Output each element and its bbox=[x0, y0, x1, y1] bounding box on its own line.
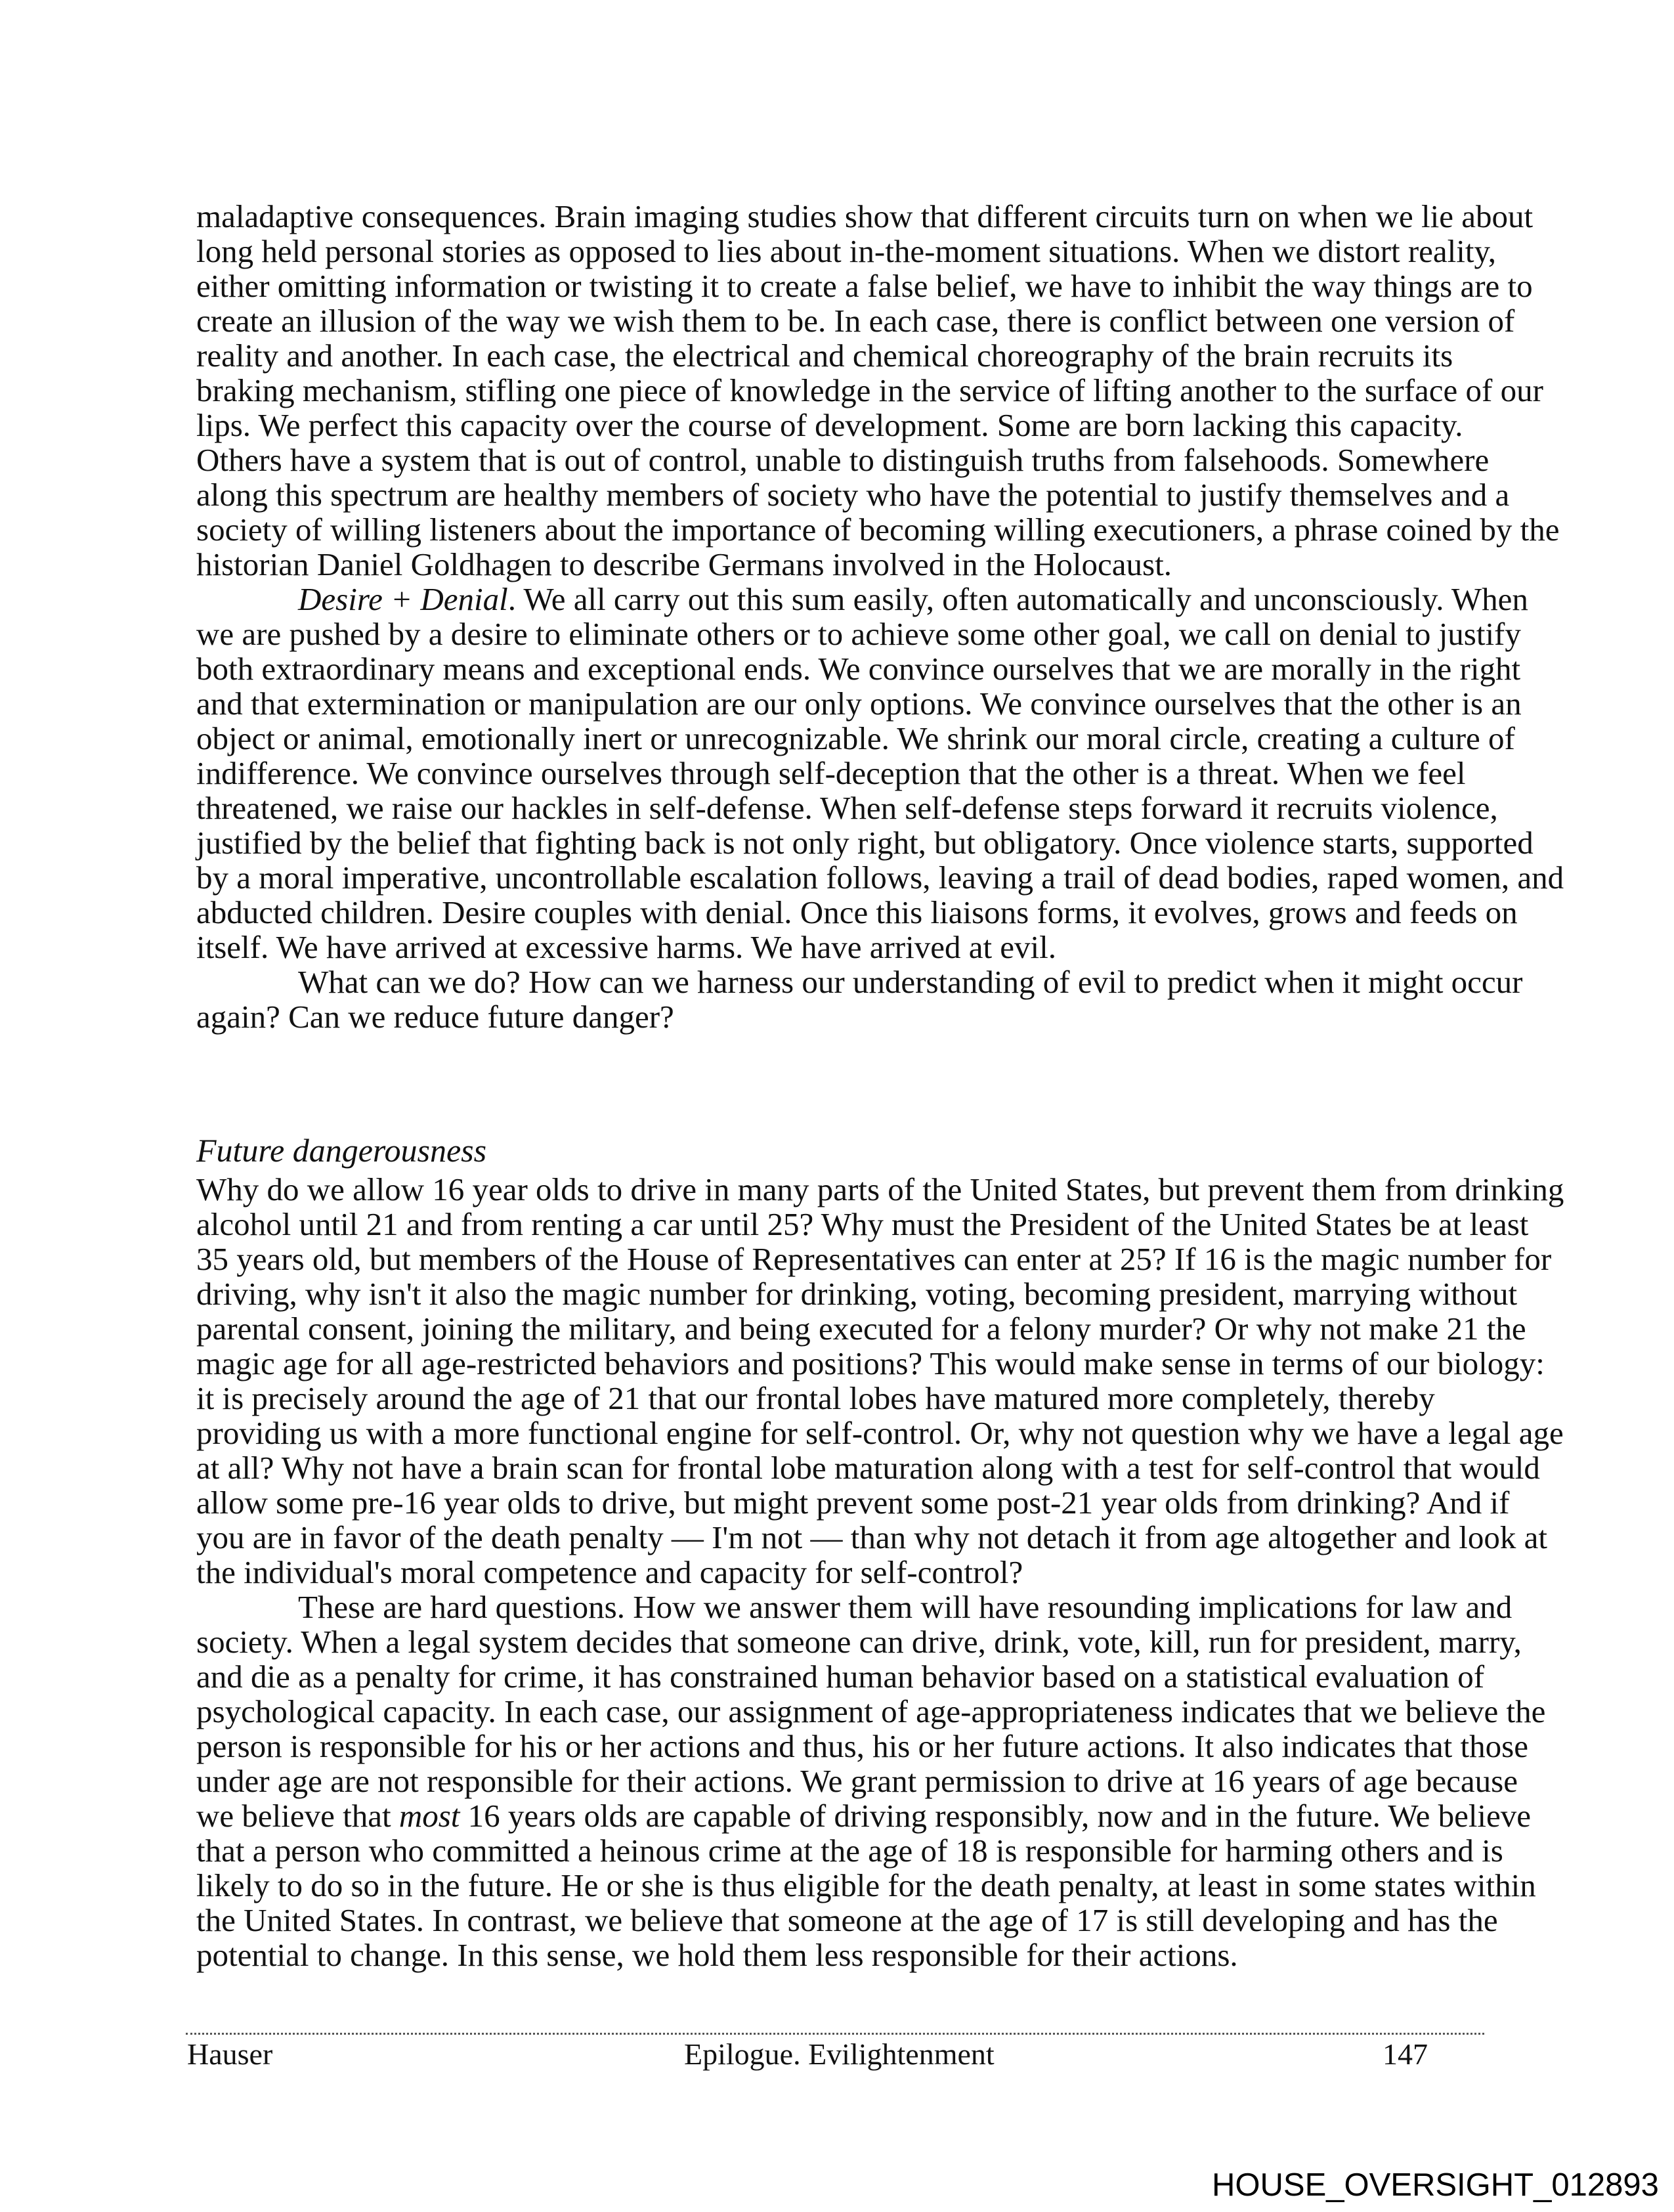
text-line bbox=[196, 511, 1560, 548]
text-line bbox=[196, 999, 1483, 1034]
text-run: and that extermination or manipulation are our only options. We convince ourselves that the other is an bbox=[196, 685, 1522, 722]
body-section-evil bbox=[196, 198, 1564, 1035]
text-run: the United States. In contrast, we believe that someone at the age of 17 is still developing and has the bbox=[196, 1902, 1498, 1938]
text-run: These are hard questions. How we answer them will have resounding implications for law and bbox=[298, 1589, 1513, 1625]
section-heading: Future dangerousness bbox=[196, 1132, 487, 1169]
text-line bbox=[196, 1728, 1528, 1764]
text-line bbox=[196, 1450, 1540, 1486]
text-run: justified by the belief that fighting back is not only right, but obligatory. Once violence starts, supported bbox=[196, 825, 1534, 861]
text-line bbox=[196, 303, 1515, 339]
body-section-future-dangerousness bbox=[196, 1171, 1564, 1973]
text-line bbox=[196, 547, 1483, 582]
text-run: long held personal stories as opposed to lies about in-the-moment situations. When we distort reality, bbox=[196, 233, 1497, 269]
text-line bbox=[196, 1798, 1532, 1834]
text-run: 16 years olds are capable of driving responsibly, now and in the future. We believe bbox=[460, 1798, 1532, 1834]
text-run: society of willing listeners about the importance of becoming willing executioners, a phrase coined by the bbox=[196, 511, 1560, 548]
text-line bbox=[196, 1206, 1529, 1242]
text-run: 35 years old, but members of the House of Representatives can enter at 25? If 16 is the magic number for bbox=[196, 1241, 1552, 1277]
text-run: parental consent, joining the military, and being executed for a felony murder? Or why not make 21 the bbox=[196, 1311, 1526, 1347]
text-line bbox=[196, 825, 1534, 861]
footer-chapter-title: Epilogue. Evilightenment bbox=[684, 2037, 995, 2071]
page-number: 147 bbox=[1383, 2037, 1428, 2071]
text-run: at all? Why not have a brain scan for frontal lobe maturation along with a test for self-control that would bbox=[196, 1450, 1540, 1486]
paragraph bbox=[196, 1589, 1546, 1973]
text-line bbox=[196, 233, 1497, 269]
text-run: and die as a penalty for crime, it has constrained human behavior based on a statistical evaluation of bbox=[196, 1659, 1485, 1695]
text-run: that a person who committed a heinous crime at the age of 18 is responsible for harming others and is bbox=[196, 1832, 1503, 1869]
text-run: providing us with a more functional engine for self-control. Or, why not question why we have a legal age bbox=[196, 1415, 1564, 1451]
text-line bbox=[196, 964, 1523, 1000]
text-run: we are pushed by a desire to eliminate others or to achieve some other goal, we call on denial to justify bbox=[196, 616, 1521, 652]
text-line bbox=[196, 372, 1543, 408]
text-run: along this spectrum are healthy members of society who have the potential to justify themselves and a bbox=[196, 477, 1510, 513]
bates-number: HOUSE_OVERSIGHT_012893 bbox=[1212, 2167, 1659, 2203]
text-run: magic age for all age-restricted behaviors and positions? This would make sense in terms of our biology: bbox=[196, 1345, 1545, 1381]
text-line bbox=[196, 1171, 1564, 1207]
text-line bbox=[196, 859, 1564, 896]
text-run: either omitting information or twisting it to create a false belief, we have to inhibit the way things are to bbox=[196, 268, 1533, 304]
text-run: it is precisely around the age of 21 that our frontal lobes have matured more completely, thereby bbox=[196, 1380, 1435, 1416]
text-run: braking mechanism, stifling one piece of knowledge in the service of lifting another to the surface of our bbox=[196, 372, 1543, 408]
text-line bbox=[196, 1519, 1548, 1555]
text-line bbox=[196, 685, 1522, 722]
text-run: we believe that bbox=[196, 1798, 399, 1834]
text-line bbox=[196, 1555, 1483, 1590]
footer-divider bbox=[186, 2033, 1484, 2035]
text-run: both extraordinary means and exceptional ends. We convince ourselves that we are morally in the right bbox=[196, 651, 1521, 687]
footer-author: Hauser bbox=[187, 2037, 273, 2071]
text-line bbox=[196, 930, 1483, 965]
text-run: psychological capacity. In each case, our assignment of age-appropriateness indicates that we believe the bbox=[196, 1693, 1546, 1729]
text-line bbox=[196, 1867, 1536, 1903]
text-run: society. When a legal system decides that someone can drive, drink, vote, kill, run for president, marry, bbox=[196, 1624, 1522, 1660]
text-line bbox=[196, 756, 1483, 791]
text-line bbox=[196, 338, 1483, 373]
text-run: historian Daniel Goldhagen to describe Germans involved in the Holocaust. bbox=[196, 546, 1172, 582]
text-run: abducted children. Desire couples with denial. Once this liaisons forms, it evolves, grows and feeds on bbox=[196, 894, 1518, 930]
text-line bbox=[196, 1381, 1483, 1416]
text-run: lips. We perfect this capacity over the course of development. Some are born lacking this capacity. bbox=[196, 407, 1463, 443]
paragraph bbox=[196, 198, 1560, 582]
text-line bbox=[196, 1485, 1510, 1521]
text-run: What can we do? How can we harness our understanding of evil to predict when it might occur bbox=[298, 964, 1523, 1000]
text-run: under age are not responsible for their actions. We grant permission to drive at 16 years of age because bbox=[196, 1763, 1518, 1799]
text-line bbox=[196, 720, 1515, 756]
italic-text-run: most bbox=[398, 1798, 460, 1834]
text-line bbox=[196, 1938, 1483, 1972]
text-line bbox=[196, 581, 1528, 617]
text-line bbox=[196, 651, 1521, 687]
text-run: indifference. We convince ourselves through self-deception that the other is a threat. When we feel bbox=[196, 755, 1466, 791]
text-run: person is responsible for his or her actions and thus, his or her future actions. It also indicates that those bbox=[196, 1728, 1528, 1764]
text-line bbox=[196, 442, 1490, 478]
text-run: threatened, we raise our hackles in self-defense. When self-defense steps forward it recruits violence, bbox=[196, 790, 1498, 826]
text-line bbox=[196, 1832, 1503, 1869]
text-run: maladaptive consequences. Brain imaging studies show that different circuits turn on when we lie about bbox=[196, 198, 1534, 234]
text-line bbox=[196, 1589, 1513, 1625]
text-line bbox=[196, 1763, 1518, 1799]
text-line bbox=[196, 616, 1521, 652]
text-line bbox=[196, 1624, 1522, 1660]
text-line bbox=[196, 477, 1510, 513]
text-line bbox=[196, 1902, 1498, 1938]
text-line bbox=[196, 408, 1483, 443]
text-run: allow some pre-16 year olds to drive, but might prevent some post-21 year olds from drinking? And if bbox=[196, 1485, 1510, 1521]
paragraph bbox=[196, 1171, 1564, 1590]
text-line bbox=[196, 1659, 1483, 1694]
text-run: potential to change. In this sense, we hold them less responsible for their actions. bbox=[196, 1937, 1238, 1973]
text-run: itself. We have arrived at excessive harms. We have arrived at evil. bbox=[196, 929, 1057, 965]
text-line bbox=[196, 198, 1534, 234]
paragraph bbox=[196, 581, 1564, 965]
text-run: driving, why isn't it also the magic number for drinking, voting, becoming president, marrying without bbox=[196, 1276, 1518, 1312]
text-run: likely to do so in the future. He or she is thus eligible for the death penalty, at least in some states within bbox=[196, 1867, 1536, 1903]
italic-text-run: Desire + Denial bbox=[298, 581, 508, 617]
text-run: object or animal, emotionally inert or unrecognizable. We shrink our moral circle, creating a culture of bbox=[196, 720, 1515, 756]
text-run: again? Can we reduce future danger? bbox=[196, 999, 674, 1035]
text-run: the individual's moral competence and capacity for self-control? bbox=[196, 1554, 1023, 1590]
text-line bbox=[196, 1415, 1564, 1451]
text-run: reality and another. In each case, the electrical and chemical choreography of the brain recruits its bbox=[196, 337, 1453, 374]
text-run: you are in favor of the death penalty — I'm not — than why not detach it from age altogether and look at bbox=[196, 1519, 1548, 1555]
paragraph bbox=[196, 964, 1523, 1035]
text-run: alcohol until 21 and from renting a car until 25? Why must the President of the United States be at least bbox=[196, 1206, 1529, 1242]
text-line bbox=[196, 894, 1518, 930]
text-line bbox=[196, 1276, 1518, 1312]
text-line bbox=[196, 268, 1533, 304]
text-line bbox=[196, 1345, 1545, 1381]
text-line bbox=[196, 1693, 1546, 1729]
text-run: by a moral imperative, uncontrollable escalation follows, leaving a trail of dead bodies, raped women, and bbox=[196, 859, 1564, 896]
text-run: create an illusion of the way we wish them to be. In each case, there is conflict between one version of bbox=[196, 303, 1515, 339]
text-line bbox=[196, 1311, 1526, 1347]
text-run: . We all carry out this sum easily, often automatically and unconsciously. When bbox=[507, 581, 1528, 617]
text-run: Why do we allow 16 year olds to drive in many parts of the United States, but prevent them from drinking bbox=[196, 1171, 1564, 1207]
text-line bbox=[196, 1241, 1552, 1277]
text-line bbox=[196, 790, 1498, 826]
text-run: Others have a system that is out of control, unable to distinguish truths from falsehoods. Somewhere bbox=[196, 442, 1490, 478]
